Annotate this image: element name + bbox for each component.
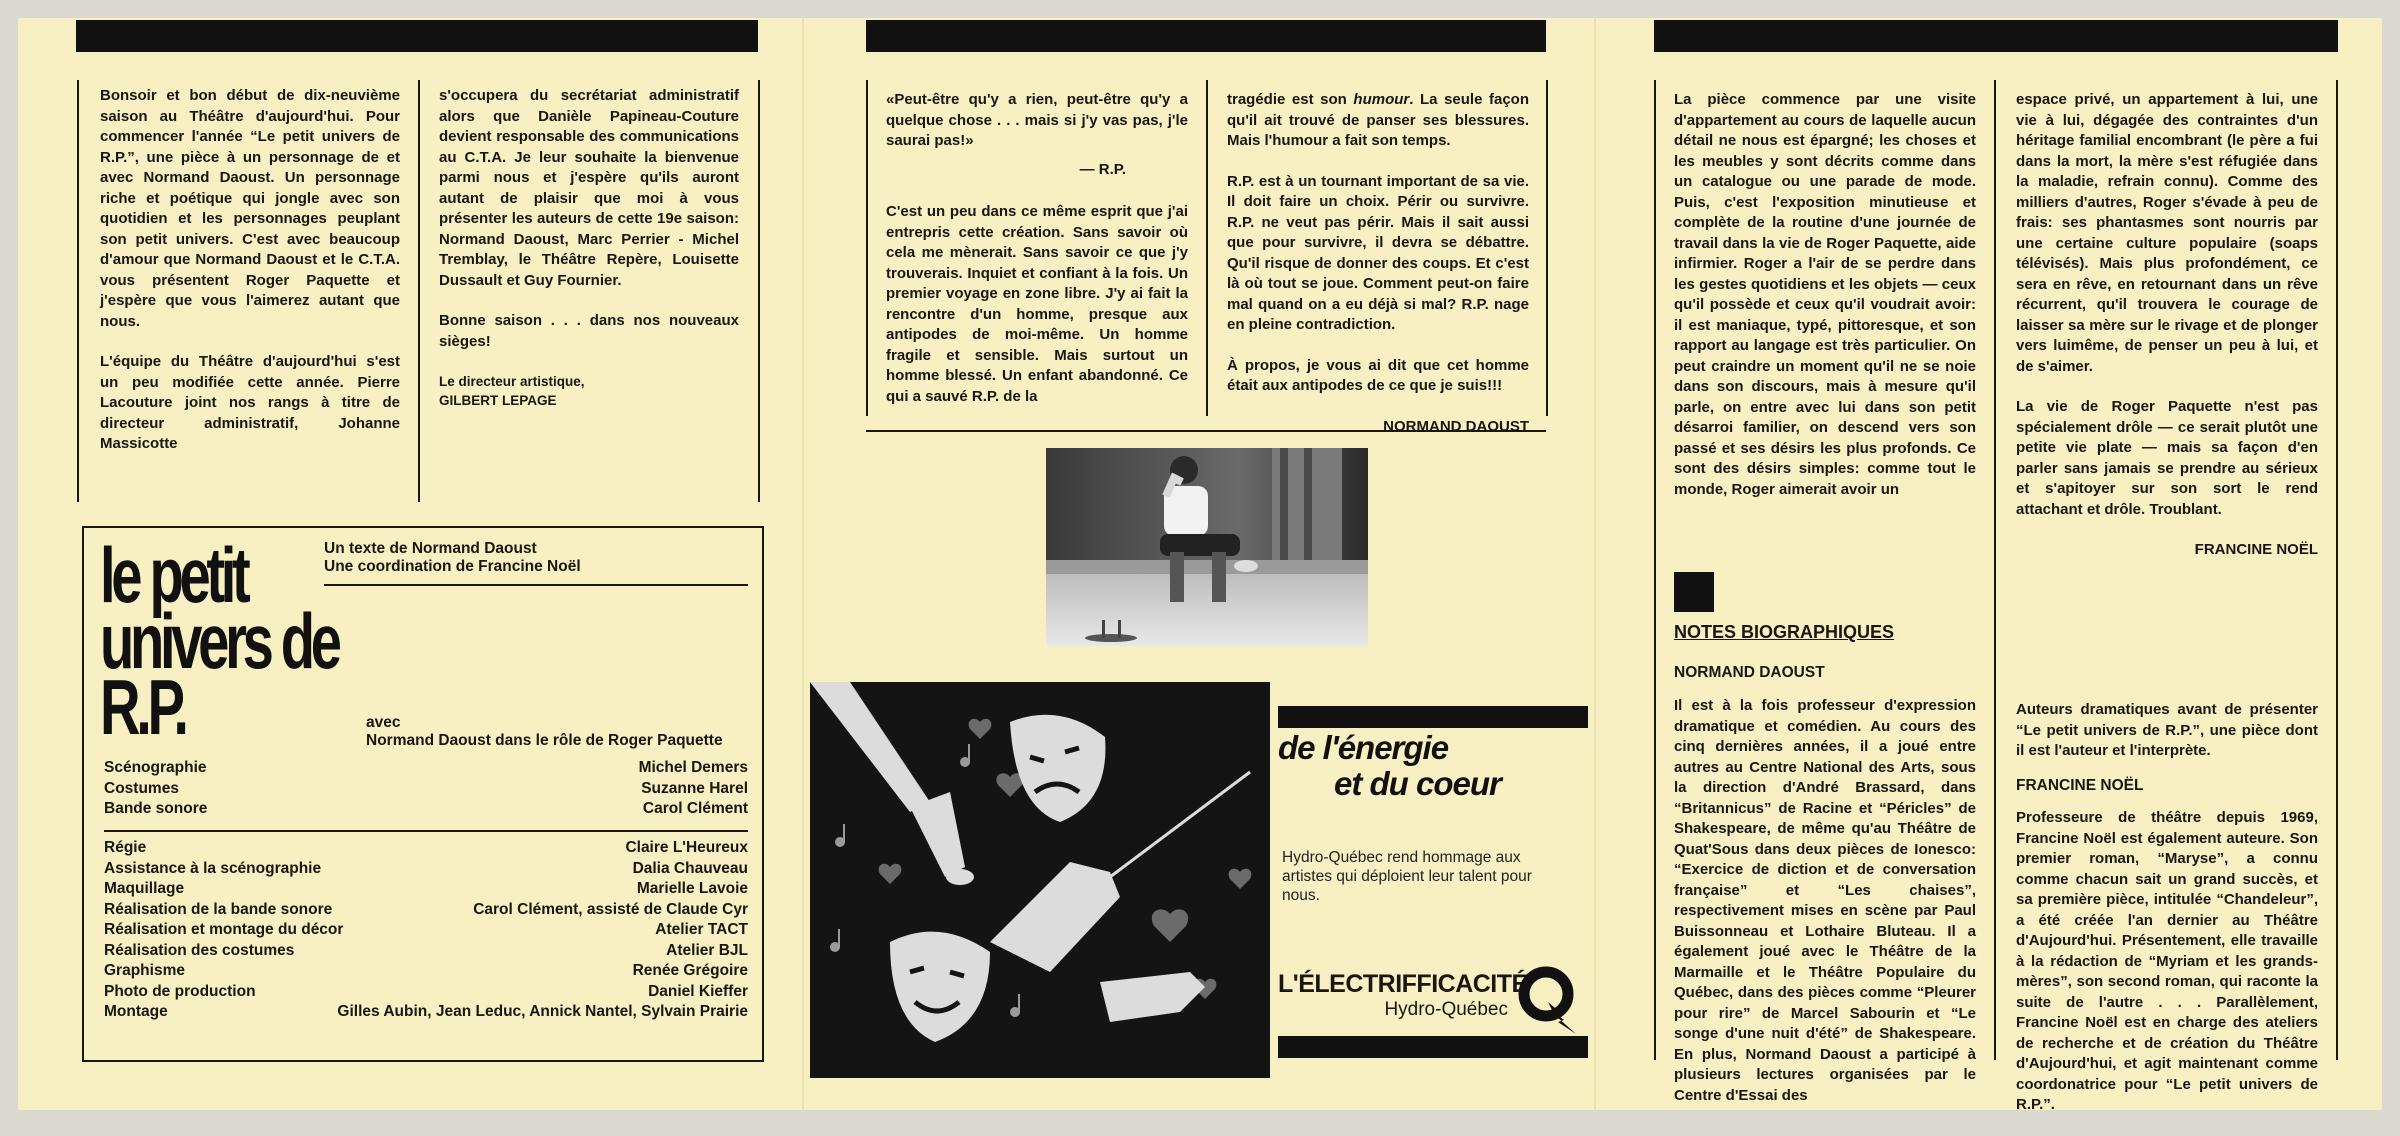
credit-row [104, 779, 748, 800]
section-square-icon [1674, 572, 1714, 612]
credit-name: Daniel Kieffer [648, 982, 748, 1000]
intro-column-2 [439, 86, 739, 410]
paragraph: R.P. est à un tournant important de sa vie. Il doit faire un choix. Périr ou survivre. R.P. ne veut pas périr. Mais il sait aussi que pour survivre, il devra se débattre. Qu'il risque de donner des coups. Et c'est là où tout se joue. Comment peut-on faire mal quand on a eu déjà si mal? R.P. nage en pleine contradiction. [1227, 172, 1529, 333]
production-photo [1046, 448, 1368, 646]
bio-column-2 [2016, 700, 2318, 1136]
paragraph: À propos, je vous ai dit que cet homme était aux antipodes de ce que je suis!!! [1227, 356, 1529, 394]
ad-headline-line: de l'énergie [1278, 729, 1449, 766]
author-line: Un texte de Normand Daoust [324, 540, 537, 557]
credits-list-production [104, 838, 748, 1023]
cast-block [366, 714, 748, 750]
column-rule [77, 80, 79, 502]
credit-role: Réalisation et montage du décor [104, 921, 344, 938]
header-bar [1654, 20, 2338, 52]
credit-role: Photo de production [104, 982, 256, 1000]
text-column-1 [886, 90, 1188, 427]
text-column-2 [1227, 90, 1529, 437]
quote-attribution: — R.P. [1079, 160, 1126, 178]
column-rule [866, 80, 868, 416]
ad-body: Hydro-Québec rend hommage aux artistes qui déploient leur talent pour nous. [1282, 849, 1532, 904]
credits-list-design [104, 758, 748, 820]
credit-role: Maquillage [104, 880, 185, 897]
review-column-1 [1674, 90, 1976, 520]
credit-name: Carol Clément, assisté de Claude Cyr [473, 900, 748, 918]
show-title: le petit univers de R.P. [100, 542, 338, 751]
paragraph: L'équipe du Théâtre d'aujourd'hui s'est un peu modifiée cette année. Pierre Lacouture joint nos rangs à titre de directeur administratif, Johanne Massicotte [100, 353, 400, 452]
column-rule [1546, 80, 1548, 416]
credit-name: Dalia Chauveau [632, 859, 748, 877]
credit-row [104, 799, 748, 820]
credit-name: Atelier TACT [655, 921, 748, 938]
signature-name: GILBERT LEPAGE [439, 393, 557, 408]
paragraph: La vie de Roger Paquette n'est pas spécialement drôle — ce serait plutôt une petite vie plate — mais sa façon d'en parler sans jamais se prendre au sérieux et s'apitoyer sur son sort le rend attachant et drôle. Troublant. [2016, 398, 2318, 518]
review-column-2 [2016, 90, 2318, 561]
ad-brand [1278, 970, 1528, 1021]
credit-row [104, 758, 748, 779]
text-run: . La seule façon qu'il ait trouvé de panser ses blessures. Mais l'humour a fait son temps. [1227, 91, 1529, 149]
signature: FRANCINE NOËL [2194, 541, 2318, 558]
column-rule [1994, 80, 1996, 1060]
text-run: tragédie est son [1227, 91, 1354, 108]
credit-name: Michel Demers [638, 759, 748, 776]
credit-row [104, 961, 748, 982]
credit-row [104, 941, 748, 962]
fold-line [802, 18, 804, 1110]
credit-name: Atelier BJL [666, 941, 748, 959]
column-rule [418, 80, 420, 502]
credit-row [104, 859, 748, 880]
ad-bar [1278, 1036, 1588, 1058]
column-rule [1654, 80, 1656, 1060]
column-rule [758, 80, 760, 502]
credits-box [82, 526, 764, 1062]
credit-name: Renée Grégoire [632, 962, 748, 979]
show-title-block [100, 542, 360, 792]
credit-role: Réalisation de la bande sonore [104, 900, 333, 918]
credit-row [104, 920, 748, 941]
credit-name: Claire L'Heureux [625, 839, 748, 856]
header-bar [866, 20, 1546, 52]
bio-column-1 [1674, 696, 1976, 1126]
paragraph: Bonsoir et bon début de dix-neuvième saison au Théâtre d'aujourd'hui. Pour commencer l'année “Le petit univers de R.P.”, une pièce à un personnage de et avec Normand Daoust. Un personnage riche et poétique qui jongle avec son quotidien et les personnages peuplant son petit univers. C'est avec beaucoup d'amour que Normand Daoust et le C.T.A. vous présentent Roger Paquette et j'espère que vous l'aimerez autant que nous. [100, 87, 400, 330]
credit-name: Marielle Lavoie [636, 880, 748, 897]
credit-row [104, 982, 748, 1003]
header-bar [76, 20, 758, 52]
hydro-quebec-logo-icon [1518, 962, 1584, 1038]
ad-headline [1278, 730, 1588, 802]
ad-brand-name: L'ÉLECTRIFFICACITÉ [1278, 970, 1528, 998]
paragraph: espace privé, un appartement à lui, une vie à lui, dégagée des contraintes d'un héritage familial encombrant (le père a fui dans la mort, la mère s'est réfugiée dans la maladie, refrain connu). Comme des milliers d'autres, Roger s'évade à peu de frais: ses phantasmes sont nourris par une certaine culture populaire (soaps télévisés). Mais plus profondément, ce sera en rêve, en retournant dans un rêve récurrent, qu'il trouvera le courage de laisser sa mère sur le rivage et de plonger vers luimême, de penser un peu à lui, et de s'aimer. [2016, 91, 2318, 375]
credit-role: Graphisme [104, 962, 185, 979]
authorship [324, 540, 748, 586]
credit-role: Assistance à la scénographie [104, 859, 322, 877]
bio-name: FRANCINE NOËL [2016, 776, 2144, 794]
divider [104, 830, 748, 832]
coordination-line: Une coordination de Francine Noël [324, 558, 581, 575]
credit-name: Suzanne Harel [641, 779, 748, 797]
paragraph: Bonne saison . . . dans nos nouveaux sièges! [439, 312, 739, 350]
emphasis: humour [1353, 91, 1410, 108]
paragraph [1227, 90, 1529, 152]
credit-row [104, 900, 748, 921]
credit-name: Gilles Aubin, Jean Leduc, Annick Nantel, Sylvain Prairie [337, 1003, 748, 1020]
credit-row [104, 1002, 748, 1023]
credit-name: Carol Clément [642, 800, 748, 817]
paragraph: Il est à la fois professeur d'expression dramatique et comédien. Au cours des cinq dernières années, il a joué entre autres au Centre National des Arts, sous la direction d'André Brassard, dans “Britannicus” de Racine et “Péricles” de Shakespeare, de même qu'au Théâtre de Quat'Sous dans deux pièces de Ionesco: “Exercice de diction et de conversation française” et “Les chaises”, respectivement mises en scène par Paul Buissonneau et Lothaire Bluteau. Il a également joué avec le Théâtre de la Marmaille et le Théâtre Populaire du Québec, dans des pièces comme “Pleurer pour rire” de Marcel Sabourin et “Le songe d'une nuit d'été” de Shakespeare. En plus, Normand Daoust a participé à plusieurs lectures organisées par le Centre d'Essai des [1674, 697, 1976, 1104]
column-rule [2336, 80, 2338, 1060]
quote: «Peut-être qu'y a rien, peut-être qu'y a quelque chose . . . mais si j'y vas pas, j'le saurai pas!» [886, 91, 1188, 149]
ad-bar [1278, 706, 1588, 728]
signature [439, 372, 739, 410]
paragraph: La pièce commence par une visite d'appartement au cours de laquelle aucun détail ne nous est épargné; les choses et les meubles y sont décrits comme dans un catalogue ou une parade de mode. Puis, c'est l'exposition minutieuse et complète de la routine d'une journée de travail dans la vie de Roger Paquette, aide infirmier. Roger a l'air de se perdre dans les gestes quotidiens et les objets — ceux qu'il possède et ceux qu'il voudrait avoir: il est maniaque, typé, pittoresque, et son rapport au langage est très particulier. On peut craindre un moment qu'il ne se noie dans son discours, mais à mesure qu'il parle, on entre avec lui dans son petit désarroi familier, on descend vers son passé et ses désirs les plus profonds. Ce sont des désirs simples: comme tout le monde, Roger aimerait avoir un [1674, 91, 1976, 498]
paragraph: Auteurs dramatiques avant de présenter “Le petit univers de R.P.”, une pièce dont il est l'auteur et l'interprète. [2016, 701, 2318, 759]
credit-row [104, 879, 748, 900]
signature-role: Le directeur artistique, [439, 374, 585, 389]
paragraph: Professeure de théâtre depuis 1969, Francine Noël est également auteure. Son premier roman, “Maryse”, a connu comme chacun sait un grand succès, et sa première pièce, intitulée “Chandeleur”, a été créée l'an dernier au Théâtre d'Aujourd'hui. Présentement, elle travaille à la rédaction de “Myriam et les grands-mères”, son second roman, qui raconte la suite de l'autre . . . Parallèlement, Francine Noël est en charge des ateliers de recherche et de création du Théâtre d'Aujourd'hui, et agit maintenant comme coordonatrice pour “Le petit univers de R.P.”. [2016, 809, 2318, 1113]
ad-headline-line: et du coeur [1334, 765, 1501, 802]
ad-brand-sub: Hydro-Québec [1384, 999, 1508, 1020]
credit-row [104, 838, 748, 859]
credit-role: Bande sonore [104, 800, 208, 817]
notes-heading: NOTES BIOGRAPHIQUES [1674, 622, 1895, 642]
fold-line [1594, 18, 1596, 1110]
credit-role: Scénographie [104, 759, 207, 776]
bio-name: NORMAND DAOUST [1674, 664, 1825, 681]
credit-role: Costumes [104, 779, 179, 797]
credit-role: Régie [104, 839, 147, 856]
credit-role: Réalisation des costumes [104, 941, 295, 959]
column-rule [1206, 80, 1208, 416]
paragraph: s'occupera du secrétariat administratif alors que Danièle Papineau-Couture devient responsable des communications au C.T.A. Je leur souhaite la bienvenue parmi nous et j'espère qu'ils auront autant de plaisir que moi à vous présenter les auteurs de cette 19e saison: Normand Daoust, Marc Perrier - Michel Tremblay, le Théâtre Repère, Louisette Dussault et Guy Fournier. [439, 87, 739, 289]
avec-label: avec [366, 714, 401, 731]
signature: NORMAND DAOUST [1383, 417, 1529, 435]
intro-column-1 [100, 86, 400, 475]
credit-role: Montage [104, 1003, 168, 1020]
cast-line: Normand Daoust dans le rôle de Roger Paquette [366, 732, 723, 749]
ad-illustration [810, 682, 1270, 1078]
divider [324, 584, 748, 586]
paragraph: C'est un peu dans ce même esprit que j'ai entrepris cette création. Sans savoir où cela me mènerait. Sans savoir ce que j'y trouverais. Inquiet et confiant à la fois. Un premier voyage en zone libre. J'y ai fait la rencontre d'un homme, presque aux antipodes de moi-même. Un homme fragile et sensible. Mais surtout un homme blessé. Un enfant abandonné. Ce qui a sauvé R.P. de la [886, 203, 1188, 405]
